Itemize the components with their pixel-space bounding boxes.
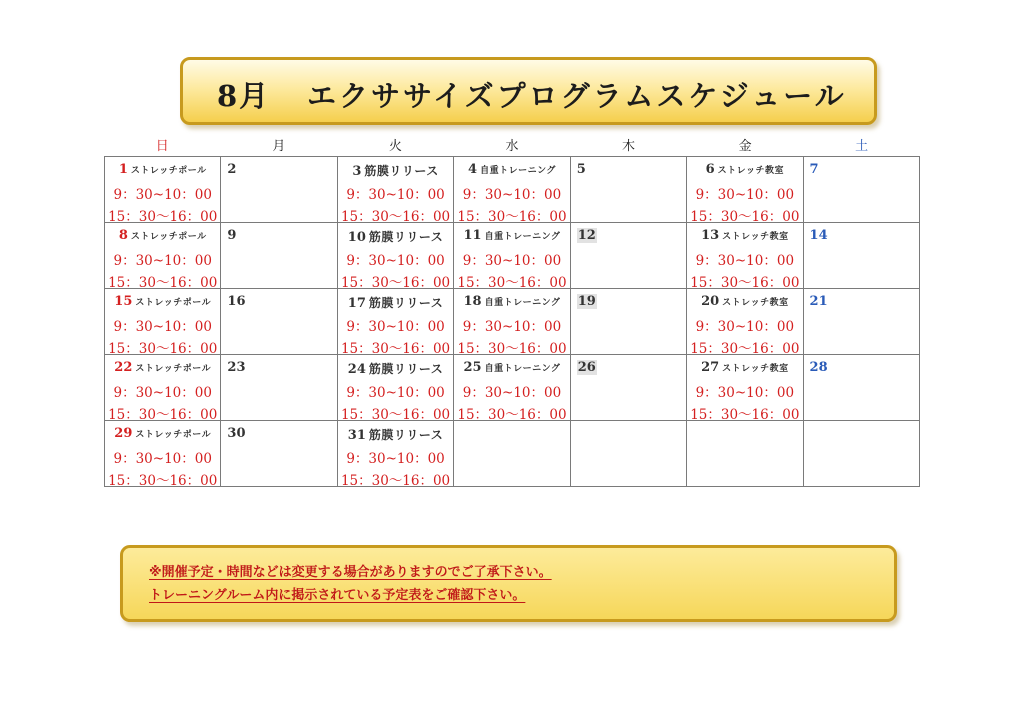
program-heading [454,360,569,375]
calendar-day-cell [687,157,803,223]
calendar-day-cell [803,355,919,421]
session-time-afternoon: 15：30～16：00 [457,407,567,423]
day-number: 3 [352,164,362,179]
session-time-afternoon: 15：30～16：00 [108,473,218,489]
day-number: 7 [809,162,819,177]
session-time-morning: 9：30~10：00 [695,319,795,335]
session-time-afternoon: 15：30～16：00 [457,341,567,357]
calendar-day-cell [687,421,803,487]
calendar-day-cell [105,421,221,487]
program-heading [105,228,220,243]
program-name: 筋膜リリース [368,230,444,244]
calendar-day-cell [570,157,686,223]
session-time-morning: 9：30~10：00 [695,187,795,203]
calendar-day-cell [221,355,337,421]
session-time-morning: 9：30~10：00 [462,319,562,335]
program-heading [454,228,569,243]
session-time-morning: 9：30~10：00 [462,187,562,203]
session-time-afternoon: 15：30～16：00 [108,275,218,291]
day-number: 28 [809,360,828,375]
page-title: エクササイズプログラムスケジュール [307,79,847,113]
day-number: 20 [701,294,720,309]
program-name: 筋膜リリース [368,296,444,310]
session-time-morning: 9：30~10：00 [113,319,212,335]
program-heading [454,162,569,177]
program-name: ストレッチ教室 [722,232,789,242]
program-name: ストレッチ教室 [717,166,785,176]
program-heading [105,294,220,309]
day-number: 19 [577,294,596,309]
calendar-day-cell [337,157,453,223]
day-number: 24 [347,362,366,377]
day-number: 4 [468,162,478,177]
program-name: 自重トレーニング [484,364,561,374]
program-name: ストレッチ教室 [722,298,789,308]
session-time-morning: 9：30~10：00 [346,319,445,335]
calendar-day-cell [687,355,803,421]
calendar-day-cell [687,289,803,355]
program-name: 自重トレーニング [484,232,561,242]
calendar-day-cell [337,223,453,289]
day-number: 1 [118,162,128,177]
calendar-day-cell [803,289,919,355]
day-number: 25 [463,360,482,375]
calendar-day-cell [570,355,686,421]
program-heading [338,426,453,443]
calendar-day-cell [221,289,337,355]
calendar-day-cell [221,421,337,487]
calendar-day-cell [105,355,221,421]
session-time-morning: 9：30~10：00 [346,451,445,467]
day-number: 5 [576,162,586,177]
program-heading [687,228,802,243]
calendar-day-cell [105,157,221,223]
day-number: 23 [227,360,246,375]
program-heading [105,360,220,375]
session-time-afternoon: 15：30～16：00 [108,209,218,225]
weekday-sat: 土 [855,139,869,154]
day-number: 11 [463,228,482,243]
day-number: 6 [705,162,715,177]
session-time-afternoon: 15：30～16：00 [457,209,567,225]
day-number: 26 [577,360,596,375]
calendar-week-row [105,223,920,289]
calendar-day-cell [803,157,919,223]
session-time-afternoon: 15：30～16：00 [690,341,800,357]
program-name: 自重トレーニング [480,166,556,176]
calendar-day-cell [337,289,453,355]
session-time-afternoon: 15：30～16：00 [108,407,218,423]
program-name: ストレッチポール [135,430,212,440]
calendar-week-row [105,421,920,487]
session-time-afternoon: 15：30～16：00 [340,209,451,225]
program-name: ストレッチポール [135,298,212,308]
calendar-day-cell [105,223,221,289]
session-time-afternoon: 15：30～16：00 [457,275,567,291]
session-time-afternoon: 15：30～16：00 [340,407,451,423]
session-time-morning: 9：30~10：00 [346,253,445,269]
day-number: 18 [463,294,482,309]
day-number: 16 [227,294,246,309]
session-time-morning: 9：30~10：00 [346,385,445,401]
calendar-day-cell [454,223,570,289]
day-number: 9 [227,228,237,243]
weekday-tue: 火 [388,139,402,154]
session-time-morning: 9：30~10：00 [113,385,212,401]
day-number: 15 [114,294,133,309]
program-heading [105,162,220,177]
weekday-sun: 日 [155,139,169,154]
program-name: 筋膜リリース [368,428,444,442]
program-name: ストレッチポール [130,166,207,176]
session-time-afternoon: 15：30～16：00 [690,209,800,225]
session-time-morning: 9：30~10：00 [462,253,562,269]
session-time-afternoon: 15：30～16：00 [108,341,218,357]
notice-line-change: ※開催予定・時間などは変更する場合がありますのでご了承下さい。 [149,565,552,580]
calendar-day-cell [570,289,686,355]
calendar-day-cell [221,223,337,289]
calendar-day-cell [454,157,570,223]
program-name: ストレッチ教室 [722,364,789,374]
day-number: 27 [701,360,720,375]
title-month: 8月 [217,79,271,113]
session-time-morning: 9：30~10：00 [695,253,795,269]
program-heading [338,228,453,245]
calendar-day-cell [687,223,803,289]
day-number: 21 [809,294,828,309]
program-name: ストレッチポール [130,232,207,242]
weekday-thu: 木 [622,139,636,154]
day-number: 2 [227,162,237,177]
session-time-morning: 9：30~10：00 [113,253,212,269]
day-number: 14 [809,228,828,243]
program-heading [338,294,453,311]
calendar-day-cell [337,355,453,421]
calendar-day-cell [454,289,570,355]
program-heading [687,360,802,375]
calendar-week-row [105,289,920,355]
program-heading [687,162,802,177]
title-banner [180,57,877,125]
calendar-day-cell [105,289,221,355]
session-time-afternoon: 15：30～16：00 [690,407,800,423]
program-name: ストレッチポール [135,364,212,374]
calendar-day-cell [570,421,686,487]
session-time-afternoon: 15：30～16：00 [340,275,451,291]
session-time-morning: 9：30~10：00 [462,385,562,401]
day-number: 13 [701,228,720,243]
day-number: 17 [347,296,366,311]
weekday-fri: 金 [738,139,752,154]
day-number: 29 [114,426,133,441]
notice-line-check-schedule: トレーニングルーム内に掲示されている予定表をご確認下さい。 [149,588,526,603]
program-heading [454,294,569,309]
calendar-day-cell [221,157,337,223]
program-heading [687,294,802,309]
weekday-header-row [104,138,920,156]
program-name: 筋膜リリース [368,362,444,376]
session-time-afternoon: 15：30～16：00 [340,341,451,357]
calendar-day-cell [803,421,919,487]
calendar-week-row [105,355,920,421]
program-name: 自重トレーニング [484,298,561,308]
day-number: 12 [577,228,596,243]
day-number: 31 [347,428,366,443]
calendar-day-cell [454,355,570,421]
session-time-afternoon: 15：30～16：00 [340,473,451,489]
program-heading [338,162,453,179]
day-number: 10 [347,230,366,245]
calendar-day-cell [570,223,686,289]
weekday-mon: 月 [272,139,286,154]
day-number: 8 [118,228,128,243]
calendar-day-cell [337,421,453,487]
program-heading [338,360,453,377]
session-time-morning: 9：30~10：00 [695,385,795,401]
calendar-grid [104,156,920,487]
session-time-afternoon: 15：30～16：00 [690,275,800,291]
day-number: 30 [227,426,246,441]
day-number: 22 [114,360,133,375]
session-time-morning: 9：30~10：00 [346,187,445,203]
calendar-day-cell [803,223,919,289]
program-name: 筋膜リリース [364,164,439,178]
calendar-week-row [105,157,920,223]
notice-box [120,545,897,622]
weekday-wed: 水 [505,139,519,154]
session-time-morning: 9：30~10：00 [113,451,212,467]
session-time-morning: 9：30~10：00 [113,187,212,203]
calendar-day-cell [454,421,570,487]
program-heading [105,426,220,441]
